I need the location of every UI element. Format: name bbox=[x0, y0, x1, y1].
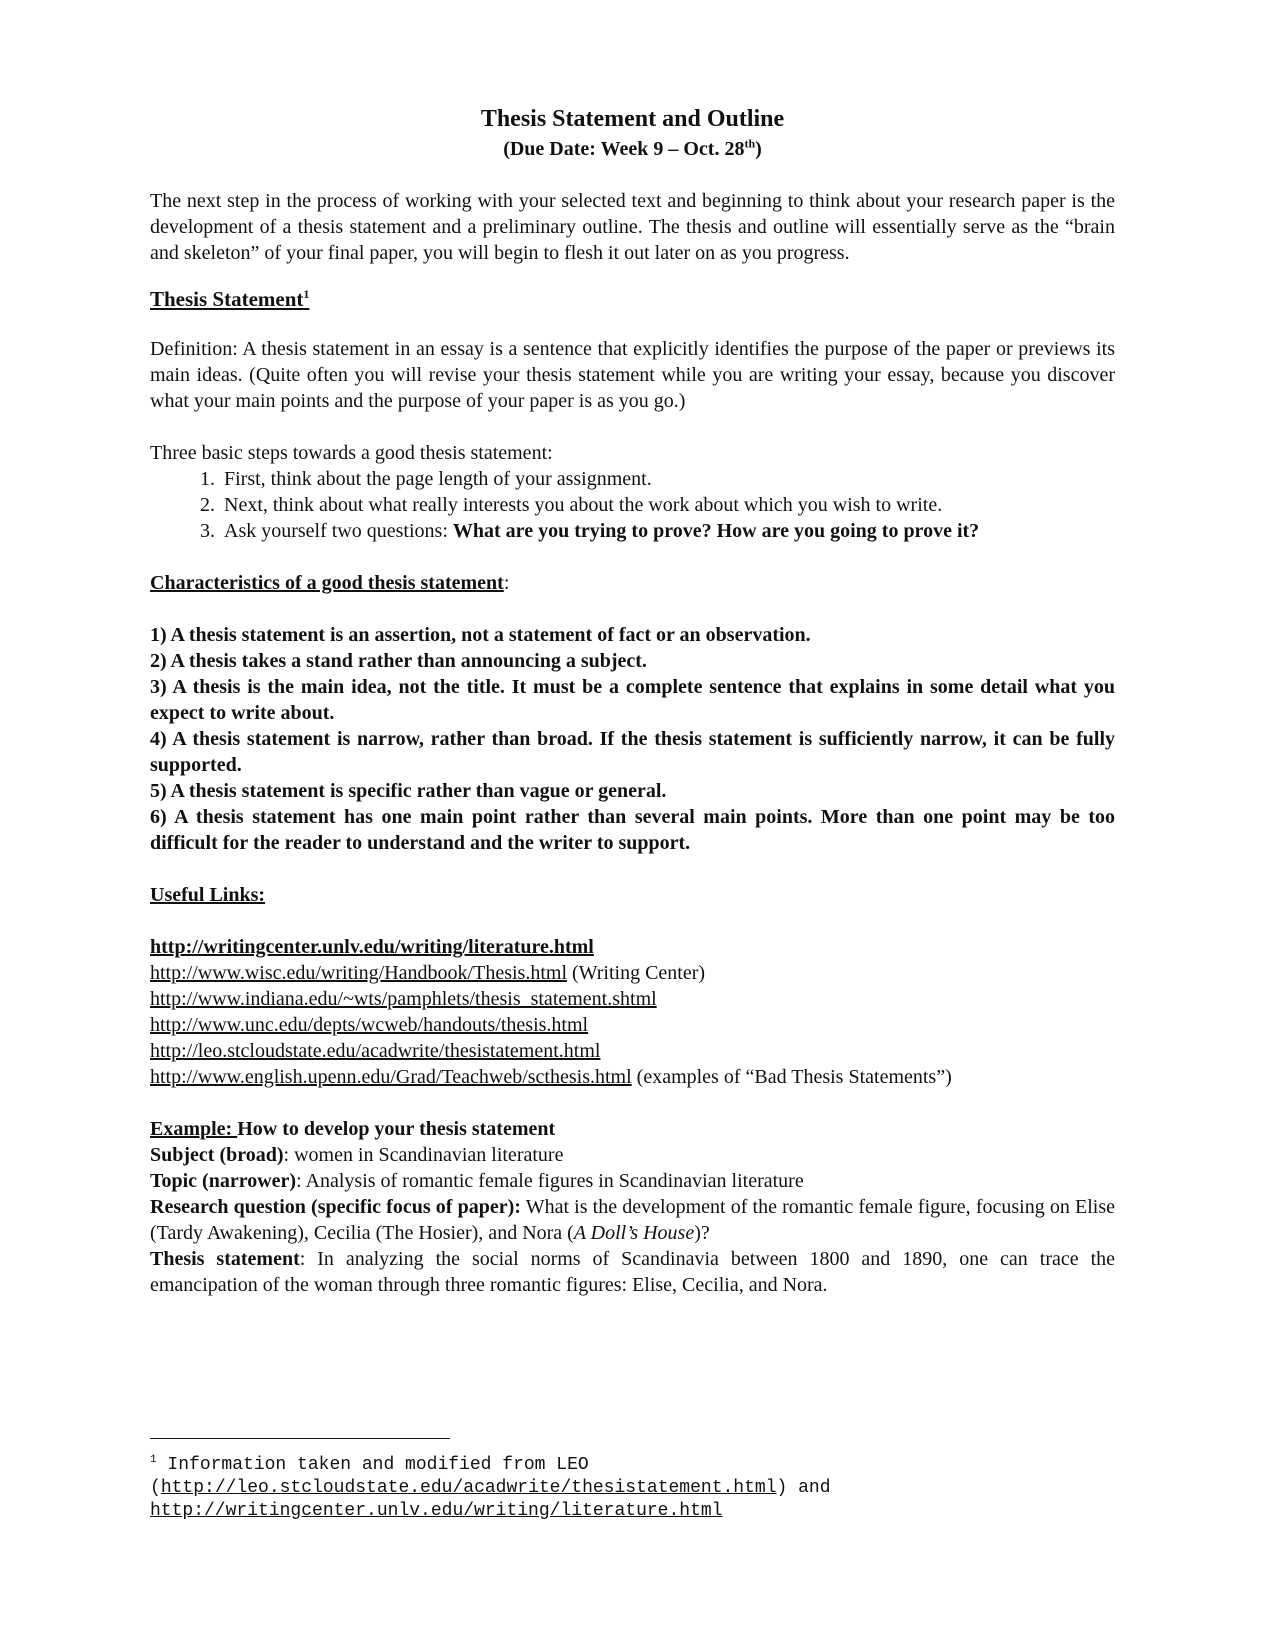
footnote-text: Information taken and modified from LEO bbox=[156, 1455, 589, 1475]
link-unlv-literature[interactable]: http://writingcenter.unlv.edu/writing/literature.html bbox=[150, 936, 594, 958]
link-row bbox=[150, 1012, 1115, 1038]
ts-text: : In analyzing the social norms of Scandinavia between 1800 and 1890, one can trace the emancipation of the woman through three romantic figures: Elise, Cecilia, and Nora. bbox=[150, 1248, 1116, 1296]
footnote-divider bbox=[150, 1438, 450, 1439]
characteristic-item: 5) A thesis statement is specific rather than vague or general. bbox=[150, 780, 667, 802]
step-text: First, think about the page length of your assignment. bbox=[224, 468, 652, 490]
footnote-and: ) and bbox=[776, 1478, 831, 1498]
step-text: Ask yourself two questions: bbox=[224, 520, 453, 542]
characteristic-item: 1) A thesis statement is an assertion, not a statement of fact or an observation. bbox=[150, 624, 811, 646]
intro-paragraph: The next step in the process of working with your selected text and beginning to think about your research paper is the development of a thesis statement and a preliminary outline. The thesis and outline will essentially serve as the “brain and skeleton” of your final paper, you will begin to flesh it out later on as you progress. bbox=[150, 190, 1115, 264]
characteristics-colon: : bbox=[503, 572, 510, 594]
due-date-sup: th bbox=[744, 136, 756, 151]
ts-label: Thesis statement bbox=[150, 1248, 300, 1270]
list-item bbox=[220, 518, 1115, 544]
link-wisc-thesis[interactable]: http://www.wisc.edu/writing/Handbook/Thesis.html bbox=[150, 962, 568, 984]
link-row bbox=[150, 1064, 1115, 1090]
subject-label: Subject (broad) bbox=[150, 1144, 284, 1166]
characteristics-heading-text: Characteristics of a good thesis statement bbox=[150, 572, 504, 594]
characteristics-heading bbox=[150, 570, 1115, 596]
footnote-link-unlv[interactable]: http://writingcenter.unlv.edu/writing/literature.html bbox=[150, 1501, 723, 1521]
topic-label: Topic (narrower) bbox=[150, 1170, 297, 1192]
footnote-marker: 1 bbox=[150, 1454, 157, 1466]
due-date bbox=[150, 134, 1115, 164]
links-heading: Useful Links: bbox=[150, 884, 266, 906]
footnote-line-2 bbox=[150, 1477, 1115, 1500]
document-title: Thesis Statement and Outline bbox=[480, 106, 785, 132]
example-heading-text: How to develop your thesis statement bbox=[237, 1118, 556, 1140]
due-date-close: ) bbox=[755, 138, 762, 160]
thesis-heading-sup: 1 bbox=[303, 287, 310, 301]
footnote-line-3 bbox=[150, 1500, 1115, 1523]
example-research-question bbox=[150, 1194, 1115, 1246]
step-bold-questions: What are you trying to prove? How are you going to prove it? bbox=[452, 520, 980, 542]
footnote-link-leo[interactable]: http://leo.stcloudstate.edu/acadwrite/thesistatement.html bbox=[160, 1478, 777, 1498]
example-subject bbox=[150, 1142, 1115, 1168]
thesis-heading bbox=[150, 286, 1115, 312]
subject-text: : women in Scandinavian literature bbox=[283, 1144, 564, 1166]
due-date-text: (Due Date: Week 9 – Oct. 28 bbox=[503, 138, 745, 160]
rq-italic-title: A Doll’s House bbox=[573, 1222, 695, 1244]
footnote-line-1 bbox=[150, 1454, 1115, 1477]
definition-paragraph: Definition: A thesis statement in an essay is a sentence that explicitly identifies the purpose of the paper or previews its main ideas. (Quite often you will revise your thesis statement while you are writing your essay, because you discover what your main points and the purpose of your paper is as you go.) bbox=[150, 338, 1115, 412]
footnote bbox=[150, 1454, 1115, 1523]
footnote-paren: ( bbox=[150, 1478, 161, 1498]
step-text: Next, think about what really interests you about the work about which you wish to write. bbox=[224, 494, 943, 516]
link-row bbox=[150, 960, 1115, 986]
link-row bbox=[150, 934, 1115, 960]
topic-text: : Analysis of romantic female figures in Scandinavian literature bbox=[296, 1170, 804, 1192]
characteristic-item: 6) A thesis statement has one main point rather than several main points. More than one point may be too difficult for the reader to understand and the writer to support. bbox=[150, 806, 1115, 854]
rq-end: )? bbox=[694, 1222, 710, 1244]
example-heading-label: Example: bbox=[150, 1118, 238, 1140]
thesis-heading-text: Thesis Statement bbox=[150, 287, 304, 311]
link-unc-thesis[interactable]: http://www.unc.edu/depts/wcweb/handouts/thesis.html bbox=[150, 1014, 589, 1036]
example-thesis-statement bbox=[150, 1246, 1115, 1298]
list-item bbox=[220, 492, 1115, 518]
example-topic bbox=[150, 1168, 1115, 1194]
list-item bbox=[220, 466, 1115, 492]
link-upenn-thesis[interactable]: http://www.english.upenn.edu/Grad/Teachweb/scthesis.html bbox=[150, 1066, 632, 1088]
link-indiana-thesis[interactable]: http://www.indiana.edu/~wts/pamphlets/thesis_statement.shtml bbox=[150, 988, 657, 1010]
document-page bbox=[150, 100, 1115, 1620]
link-leo-thesis[interactable]: http://leo.stcloudstate.edu/acadwrite/thesistatement.html bbox=[150, 1040, 601, 1062]
example-heading bbox=[150, 1116, 1115, 1142]
characteristic-item: 2) A thesis takes a stand rather than announcing a subject. bbox=[150, 650, 647, 672]
characteristic-item: 3) A thesis is the main idea, not the title. It must be a complete sentence that explains in some detail what you expect to write about. bbox=[150, 676, 1115, 724]
rq-label: Research question (specific focus of paper): bbox=[150, 1196, 521, 1218]
link-row bbox=[150, 1038, 1115, 1064]
steps-intro: Three basic steps towards a good thesis statement: bbox=[150, 442, 553, 464]
link-note: (examples of “Bad Thesis Statements”) bbox=[631, 1066, 952, 1088]
characteristic-item: 4) A thesis statement is narrow, rather than broad. If the thesis statement is sufficiently narrow, it can be fully supported. bbox=[150, 728, 1115, 776]
rq-text: What is the development of the romantic female figure, focusing on Elise (Tardy Awakening), Cecilia (The Hosier), and Nora ( bbox=[150, 1196, 1116, 1244]
link-note: (Writing Center) bbox=[567, 962, 706, 984]
link-row bbox=[150, 986, 1115, 1012]
steps-list bbox=[150, 466, 1115, 544]
